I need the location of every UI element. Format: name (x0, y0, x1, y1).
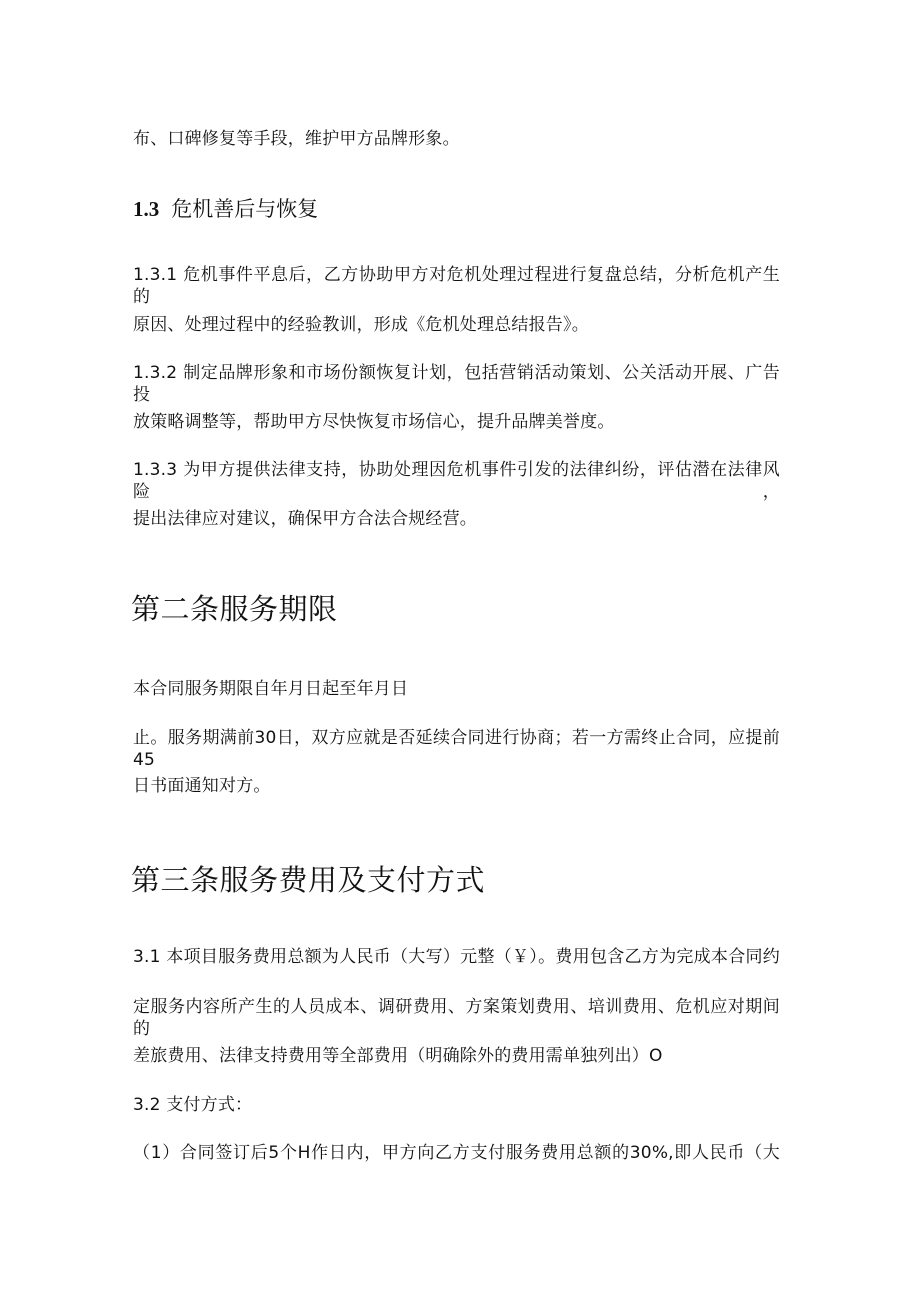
paragraph-line: 提出法律应对建议，确保甲方合法合规经营。 (133, 509, 477, 529)
paragraph-line: 1.3.3 为甲方提供法律支持，协助处理因危机事件引发的法律纠纷，评估潜在法律风险， (133, 460, 780, 502)
paragraph-line: 本合同服务期限自年月日起至年月日 (133, 679, 409, 699)
paragraph-line: 放策略调整等，帮助甲方尽快恢复市场信心，提升品牌美誉度。 (133, 412, 615, 432)
clause-3-2: 3.2 支付方式： (133, 1095, 253, 1115)
section-heading-1-3 (133, 196, 318, 222)
paragraph-line: 1.3.2 制定品牌形象和市场份额恢复计划，包括营销活动策划、公关活动开展、广告投 (133, 363, 780, 405)
intro-line: 布、口碑修复等手段，维护甲方品牌形象。 (133, 129, 460, 149)
payment-item-1: （1）合同签订后5个H作日内，甲方向乙方支付服务费用总额的30%,即人民币（大 (133, 1143, 780, 1163)
section-title: 危机善后与恢复 (171, 197, 319, 221)
paragraph-line: 止。服务期满前30日，双方应就是否延续合同进行协商；若一方需终止合同，应提前45 (133, 728, 780, 770)
article-3-heading: 第三条服务费用及支付方式 (131, 863, 486, 897)
paragraph-line: 差旅费用、法律支持费用等全部费用（明确除外的费用需单独列出）O (133, 1046, 663, 1066)
section-number: 1.3 (133, 197, 160, 221)
article-2-heading: 第二条服务期限 (131, 592, 338, 626)
paragraph-line: 定服务内容所产生的人员成本、调研费用、方案策划费用、培训费用、危机应对期间的 (133, 997, 780, 1039)
paragraph-line: 日书面通知对方。 (133, 776, 271, 796)
paragraph-line: 3.1 本项目服务费用总额为人民币（大写）元整（￥）。费用包含乙方为完成本合同约 (133, 947, 780, 967)
paragraph-line: 原因、处理过程中的经验教训，形成《危机处理总结报告》。 (133, 315, 589, 335)
paragraph-line: 1.3.1 危机事件平息后，乙方协助甲方对危机处理过程进行复盘总结，分析危机产生的 (133, 265, 780, 307)
